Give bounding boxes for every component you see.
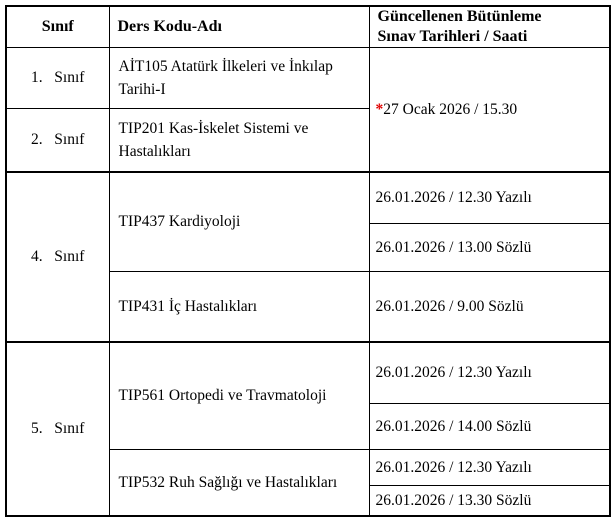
table-row (6, 342, 610, 404)
date-cell-tip561-sozlu: 26.01.2026 / 14.00 Sözlü (369, 404, 610, 450)
course-cell-tip532: TIP532 Ruh Sağlığı ve Hastalıkları (109, 450, 369, 516)
date-cell-class12-merged (369, 48, 610, 172)
exam-schedule-table (5, 5, 611, 517)
course-cell-tip431: TIP431 İç Hastalıkları (109, 272, 369, 342)
class-cell-5: 5. Sınıf (6, 342, 109, 516)
table-row (6, 48, 610, 109)
class-cell-2: 2. Sınıf (6, 109, 109, 172)
course-cell-ait105: AİT105 Atatürk İlkeleri ve İnkılap Tarihi-I (109, 48, 369, 109)
header-cell-dates (369, 6, 610, 48)
date-text-class12: 27 Ocak 2026 / 15.30 (383, 100, 518, 118)
date-cell-tip437-sozlu: 26.01.2026 / 13.00 Sözlü (369, 224, 610, 272)
header-cell-course: Ders Kodu-Adı (109, 6, 369, 48)
header-row (6, 6, 610, 48)
date-cell-tip532-sozlu: 26.01.2026 / 13.30 Sözlü (369, 486, 610, 516)
date-cell-tip437-yazili: 26.01.2026 / 12.30 Yazılı (369, 172, 610, 224)
header-dates-line2: Sınav Tarihleri / Saati (377, 28, 528, 45)
date-cell-tip532-yazili: 26.01.2026 / 12.30 Yazılı (369, 450, 610, 486)
course-cell-tip561: TIP561 Ortopedi ve Travmatoloji (109, 342, 369, 450)
class-cell-4: 4. Sınıf (6, 172, 109, 342)
date-cell-tip561-yazili: 26.01.2026 / 12.30 Yazılı (369, 342, 610, 404)
header-cell-class: Sınıf (6, 6, 109, 48)
course-cell-tip201: TIP201 Kas-İskelet Sistemi ve Hastalıkları (109, 109, 369, 172)
table-row (6, 172, 610, 224)
course-cell-tip437: TIP437 Kardiyoloji (109, 172, 369, 272)
red-asterisk: * (375, 100, 384, 118)
class-cell-1: 1. Sınıf (6, 48, 109, 109)
header-dates-line1: Güncellenen Bütünleme (377, 8, 542, 25)
date-cell-tip431-sozlu: 26.01.2026 / 9.00 Sözlü (369, 272, 610, 342)
